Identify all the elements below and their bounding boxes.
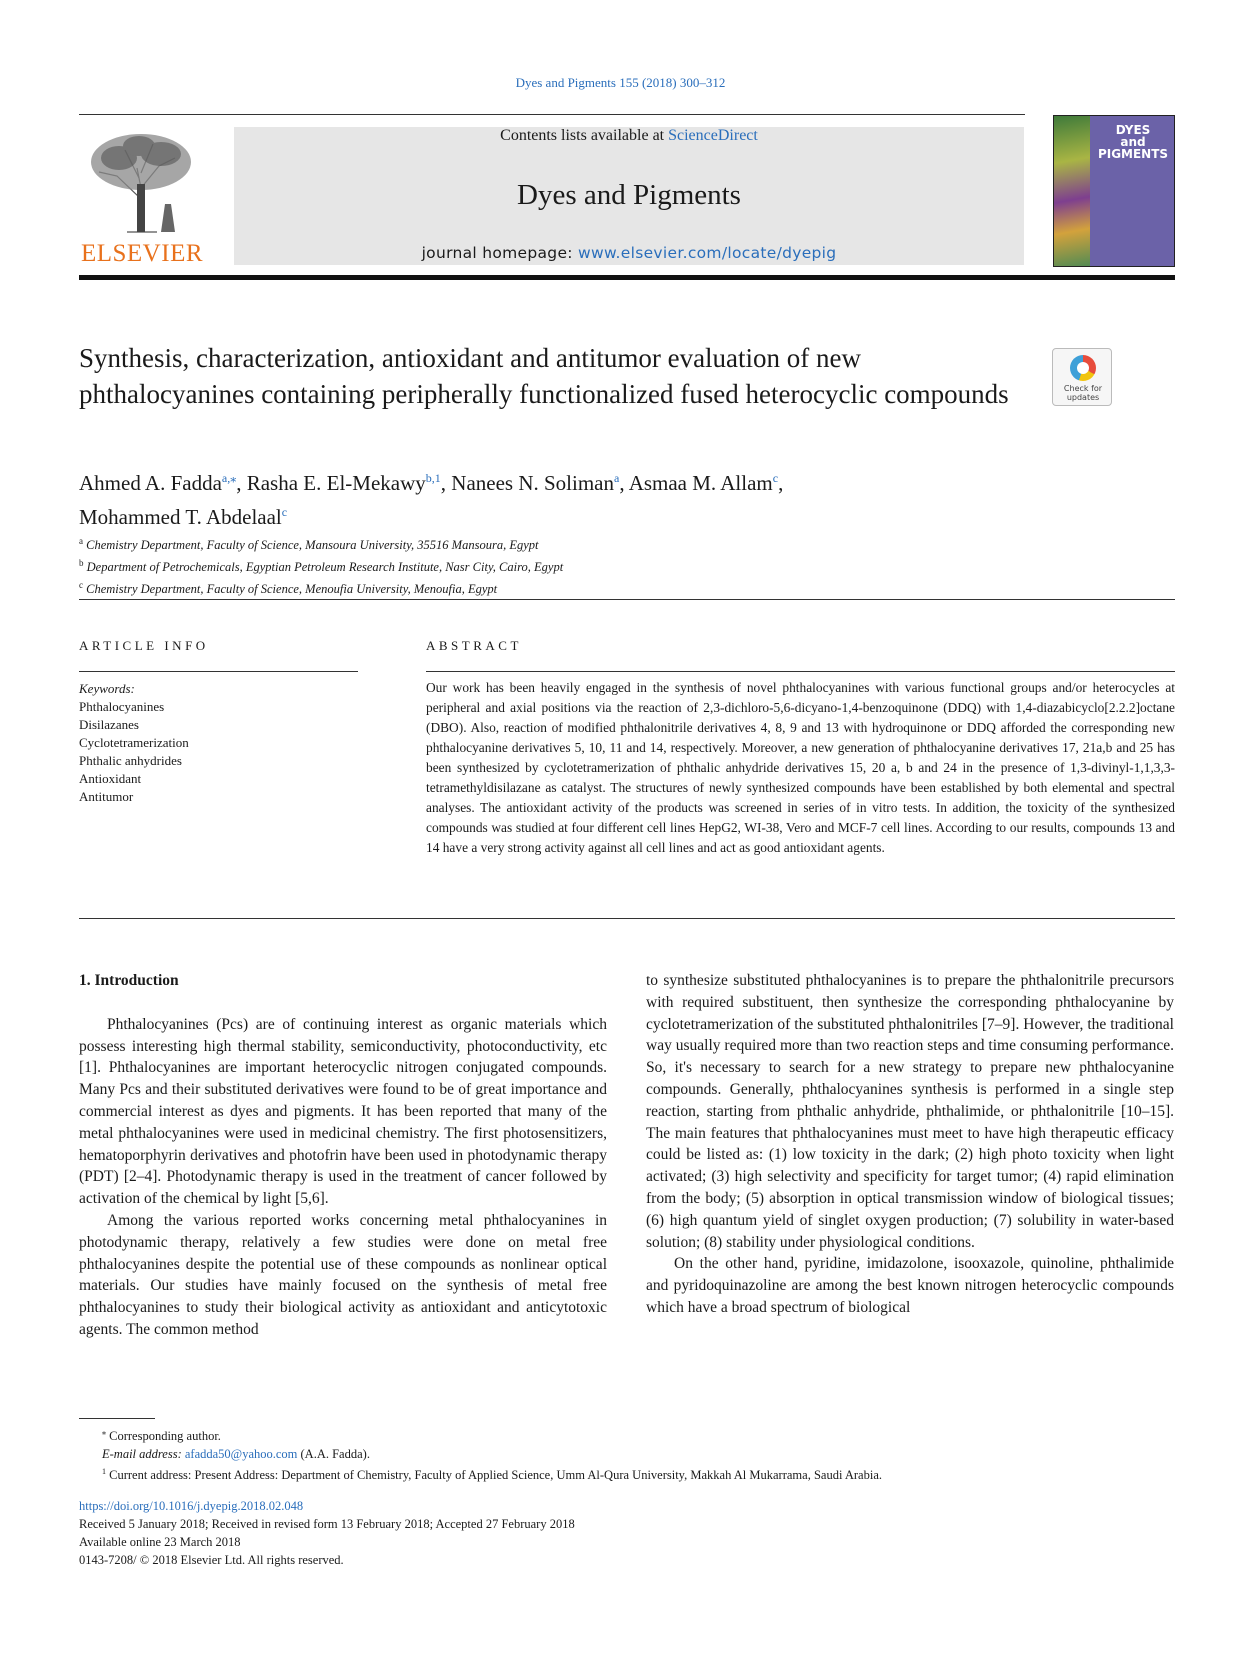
affiliation-mark: c [79,580,83,591]
keywords-label: Keywords: [79,681,135,696]
affiliation-text: Chemistry Department, Faculty of Science, Mansoura University, 35516 Mansoura, Egypt [86,538,539,553]
copyright-notice: 0143-7208/ © 2018 Elsevier Ltd. All rights reserved. [79,1553,344,1567]
elsevier-tree-icon [79,128,205,236]
keyword-item[interactable]: Phthalic anhydrides [79,753,182,768]
received-dates: Received 5 January 2018; Received in revised form 13 February 2018; Accepted 27 February 2018 [79,1517,575,1531]
check-for-updates-button[interactable] [1052,348,1112,406]
affiliation-text: Department of Petrochemicals, Egyptian Petroleum Research Institute, Nasr City, Cairo, Egypt [86,560,564,575]
footnote-email [79,1445,1175,1463]
contents-prefix: Contents lists available at [500,127,669,144]
author-affiliation-mark[interactable]: c [281,505,288,519]
article-info-heading: ARTICLE INFO [79,638,209,653]
keyword-item[interactable]: Cyclotetramerization [79,735,189,750]
footnote-rule [79,1418,155,1419]
abstract-rule [426,671,1175,672]
author-affiliation-mark[interactable]: a [614,471,620,485]
keyword-item[interactable]: Antioxidant [79,771,142,786]
body-paragraph: Phthalocyanines (Pcs) are of continuing interest as organic materials which possess interesting high thermal stability, semiconductivity, photoconductivity, etc [1]. Phthalocyanines are important heterocyclic nitrogen conjugated compounds. Many Pcs and their substituted derivatives were found to be of great importance and commercial interest as dyes and pigments. It has been reported that many of the metal phthalocyanines were used in medicinal chemistry. The first photosensitizers, hematoporphyrin derivatives and photofrin have been used in photodynamic therapy (PDT) [2–4]. Photodynamic therapy is used in the treatment of cancer followed by activation of the chemical by light [5,6]. [79,1015,607,1208]
abstract-heading: ABSTRACT [426,638,522,653]
email-suffix: (A.A. Fadda). [300,1447,370,1462]
affiliations [79,532,563,598]
crossmark-icon [1070,355,1096,381]
check-updates-line: Check for [1063,384,1103,393]
homepage-line [234,244,1024,262]
contents-line [234,127,1024,145]
author-name[interactable]: Rasha E. El-Mekawy [246,471,426,495]
check-for-updates-label [1053,384,1113,402]
author-name[interactable]: Nanees N. Soliman [451,471,615,495]
author-separator: , [440,471,452,495]
keyword-item[interactable]: Disilazanes [79,717,139,732]
author-email-link[interactable]: afadda50@yahoo.com [184,1447,298,1462]
body-column-left [79,970,607,1341]
affiliation-text: Chemistry Department, Faculty of Science, Menoufia University, Menoufia, Egypt [86,582,498,597]
elsevier-logo[interactable] [79,128,205,268]
sciencedirect-link[interactable]: ScienceDirect [668,127,758,144]
email-label: E-mail address: [102,1447,182,1462]
body-paragraph: On the other hand, pyridine, imidazolone, isooxazole, quinoline, phthalimide and pyridoquinazoline are among the best known nitrogen heterocyclic compounds which have a broad spectrum of biological [646,1255,1174,1316]
available-online-date: Available online 23 March 2018 [79,1535,241,1549]
author-name[interactable]: Asmaa M. Allam [628,471,773,495]
body-paragraph: to synthesize substituted phthalocyanines is to prepare the phthalonitrile precursors with required substituent, then synthesize the corresponding phthalocyanine by cyclotetramerization of the substituted phthalonitriles [7–9]. However, the traditional way usually required more than two reaction steps and time consuming performance. So, it's necessary to search for a new strategy to prepare new phthalocyanine compounds. Generally, phthalocyanines synthesis is performed in a single step reaction, starting from phthalic anhydride, phthalimide, or phthalonitrile [10–15]. The main features that phthalocyanines must meet to have high therapeutic efficacy could be listed as: (1) low toxicity in the dark; (2) high photo toxicity when light activated; (3) high selectivity and specificity for target tumor; (4) rapid elimination from the body; (5) absorption in optical transmission window of biological tissues; (6) high quantum yield of singlet oxygen production; (7) solubility in water-based solution; (8) stability under physiological conditions. [646,972,1174,1251]
cover-artwork [1054,116,1090,267]
footnote-corresponding [79,1424,1175,1445]
keywords-list [79,680,189,806]
publication-metadata [79,1497,575,1569]
journal-cover-image[interactable] [1053,115,1175,267]
keyword-item[interactable]: Antitumor [79,789,134,804]
author-name[interactable]: Mohammed T. Abdelaal [79,505,282,529]
section-divider [79,599,1175,600]
author-list [79,464,1079,532]
footnote-mark: 1 [102,1467,106,1477]
article-title: Synthesis, characterization, antioxidant and antitumor evaluation of new phthalocyanines containing peripherally functionalized fused heterocyclic compounds [79,343,1009,409]
keyword-item[interactable]: Phthalocyanines [79,699,165,714]
abstract-text: Our work has been heavily engaged in the synthesis of novel phthalocyanines with various functional groups and/or heterocycles at peripheral and axial positions via the reaction of 2,3-dichloro-5,6-dicyano-1,4-benzoquinone (DDQ) with 1,4-diazabicyclo[2.2.2]octane (DBO). Also, reaction of modified phthalonitrile derivatives 4, 8, 9 and 13 with hydroquinone or DDQ afforded the corresponding new phthalocyanine derivatives 5, 10, 11 and 14, respectively. Moreover, a new generation of phthalocyanine derivatives 17, 21a,b and 25 has been synthesized by cyclotetramerization of phthalic anhydride derivatives 15, 20 a, b and 24 in the presence of 1,3-divinyl-1,1,3,3-tetramethyldisilazane as catalyst. The structures of newly synthesized compounds have been established by both elemental and spectral analyses. The antioxidant activity of the products was screened in series of in vitro tests. In addition, the toxicity of the synthesized compounds was studied at four different cell lines HepG2, WI-38, Vero and MCF-7 cell lines. According to our results, compounds 13 and 14 have a very strong activity against all cell lines and act as good antioxidant agents. [426,680,1175,855]
affiliation-item [79,576,563,598]
article-info-rule [79,671,358,672]
author-separator: , [619,471,629,495]
cover-title [1094,124,1172,160]
footnotes [79,1424,1175,1484]
homepage-prefix: journal homepage: [421,244,579,262]
section-heading-introduction: 1. Introduction [79,972,179,989]
doi-link[interactable]: https://doi.org/10.1016/j.dyepig.2018.02.048 [79,1499,304,1513]
journal-homepage-link[interactable]: www.elsevier.com/locate/dyepig [578,244,837,262]
cover-title-line: PIGMENTS [1097,147,1169,161]
cover-title-line: and [1120,135,1146,149]
footnote-text: Current address: Present Address: Department of Chemistry, Faculty of Applied Science, Umm Al-Qura University, Makkah Al Mukarrama, Saudi Arabia. [109,1468,882,1483]
affiliation-mark: b [79,558,84,569]
author-affiliation-mark[interactable]: c [772,471,779,485]
body-column-right [646,970,1174,1319]
footnote-current-address [79,1463,1175,1484]
journal-banner [234,127,1024,265]
affiliation-item [79,532,563,554]
journal-title: Dyes and Pigments [517,179,741,211]
author-affiliation-mark[interactable]: b,1 [425,471,441,485]
author-separator: , [236,471,247,495]
author-separator: , [778,471,784,495]
footnote-mark: ⁎ [102,1428,106,1437]
elsevier-wordmark: ELSEVIER [80,240,204,267]
author-affiliation-mark[interactable]: a,⁎ [221,471,237,485]
footnote-text: Corresponding author. [109,1429,221,1444]
author-name[interactable]: Ahmed A. Fadda [79,471,222,495]
cover-title-line: DYES [1115,123,1151,137]
affiliation-mark: a [79,536,83,546]
header-rule [79,114,1025,115]
journal-citation-link[interactable]: Dyes and Pigments 155 (2018) 300–312 [515,75,726,90]
body-paragraph: Among the various reported works concerning metal phthalocyanines in photodynamic therapy, relatively a few studies were done on metal free phthalocyanines despite the potential use of these compounds as nonlinear optical materials. Our studies have mainly focused on the synthesis of metal free phthalocyanines to study their biological activity as antioxidant and anticytotoxic agents. The common method [79,1211,607,1338]
section-divider [79,918,1175,919]
check-updates-line: updates [1066,393,1100,402]
affiliation-item [79,554,563,576]
header-thick-rule [79,275,1175,280]
